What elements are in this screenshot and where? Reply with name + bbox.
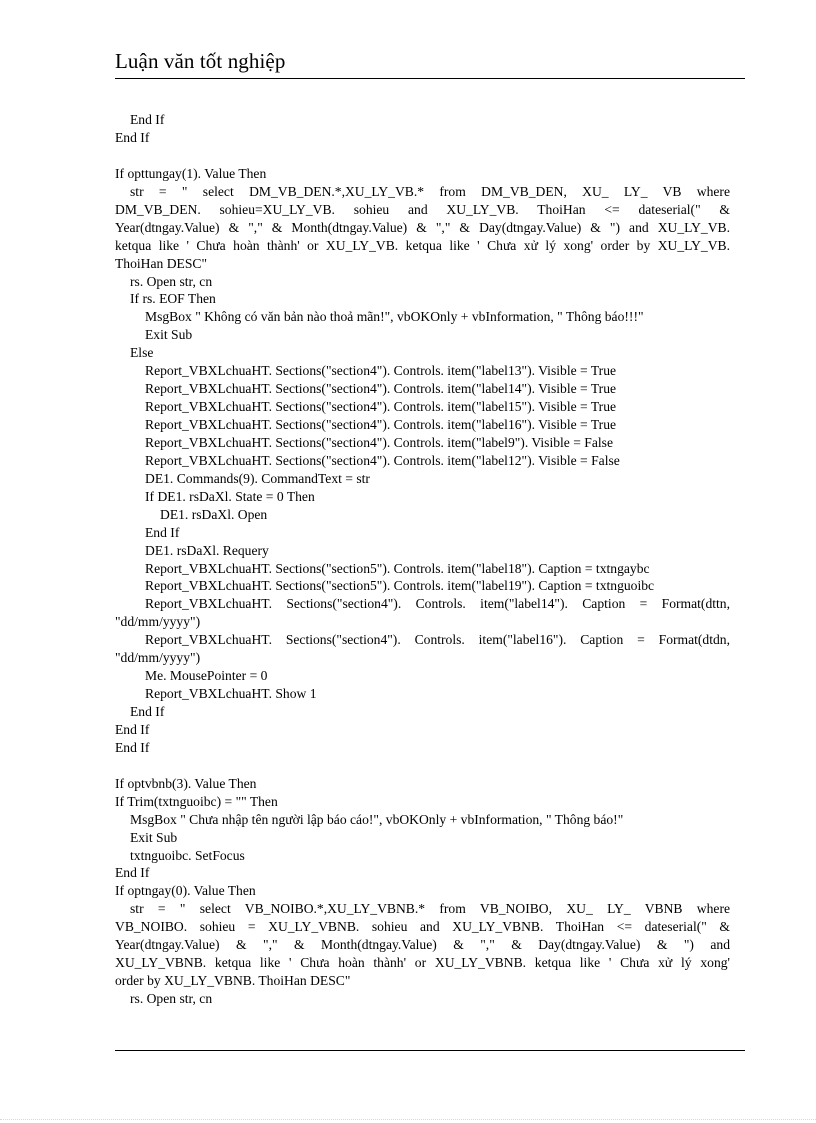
code-line: rs. Open str, cn [130, 991, 213, 1007]
code-line: Report_VBXLchuaHT. Sections("section4"). Controls. item("label15"). Visible = True [145, 399, 617, 415]
code-line: Year(dtngay.Value) & "," & Month(dtngay.Value) & "," & Day(dtngay.Value) & ") and XU_LY_VB. [115, 219, 730, 235]
code-line: DE1. rsDaXl. Requery [145, 542, 269, 558]
code-line: MsgBox " Chưa nhập tên người lập báo cáo!", vbOKOnly + vbInformation, " Thông báo!" [130, 811, 624, 827]
code-line: "dd/mm/yyyy") [115, 650, 201, 666]
blank-line [115, 147, 730, 165]
code-line: End If [130, 112, 165, 127]
code-line: Report_VBXLchuaHT. Sections("section4"). Controls. item("label14"). Visible = True [145, 381, 617, 397]
code-line: txtnguoibc. SetFocus [130, 847, 245, 863]
code-line: Report_VBXLchuaHT. Sections("section4"). Controls. item("label14"). Caption = Format(dttn, [145, 596, 730, 612]
code-line: End If [115, 865, 150, 881]
code-line: If optvbnb(3). Value Then [115, 775, 257, 791]
code-line: str = " select DM_VB_DEN.*,XU_LY_VB.* from DM_VB_DEN, XU_ LY_ VB where [130, 183, 730, 199]
code-line: Else [130, 345, 154, 361]
code-line: Year(dtngay.Value) & "," & Month(dtngay.Value) & "," & Day(dtngay.Value) & ") and [115, 937, 730, 953]
code-line: End If [130, 704, 165, 720]
code-line: str = " select VB_NOIBO.*,XU_LY_VBNB.* from VB_NOIBO, XU_ LY_ VBNB where [130, 901, 730, 917]
code-line: End If [145, 524, 180, 540]
code-line: Report_VBXLchuaHT. Sections("section4"). Controls. item("label12"). Visible = False [145, 452, 620, 468]
page-header-title: Luận văn tốt nghiệp [115, 49, 286, 73]
code-line: rs. Open str, cn [130, 273, 213, 289]
code-line: If optngay(0). Value Then [115, 883, 256, 899]
code-line: End If [115, 739, 150, 755]
code-line: ketqua like ' Chưa hoàn thành' or XU_LY_VB. ketqua like ' Chưa xử lý xong' order by XU_LY_VB. [115, 237, 730, 253]
code-line: Report_VBXLchuaHT. Sections("section5"). Controls. item("label19"). Caption = txtnguoibc [145, 578, 655, 594]
code-line: Me. MousePointer = 0 [145, 668, 268, 684]
code-line: If DE1. rsDaXl. State = 0 Then [145, 488, 315, 504]
code-line: If opttungay(1). Value Then [115, 165, 267, 181]
code-line: Report_VBXLchuaHT. Sections("section4"). Controls. item("label9"). Visible = False [145, 434, 613, 450]
code-line: Report_VBXLchuaHT. Sections("section4"). Controls. item("label16"). Visible = True [145, 417, 617, 432]
code-line: Exit Sub [130, 829, 178, 845]
code-line: End If [115, 129, 150, 145]
code-line: End If [115, 721, 150, 737]
footer-divider [115, 1050, 745, 1051]
page-edge [0, 1119, 816, 1120]
code-line: If rs. EOF Then [130, 291, 216, 307]
blank-line [115, 757, 730, 775]
header-divider [115, 78, 745, 79]
code-line: MsgBox " Không có văn bản nào thoả mãn!", vbOKOnly + vbInformation, " Thông báo!!!" [145, 309, 644, 325]
code-line: Report_VBXLchuaHT. Sections("section4"). Controls. item("label13"). Visible = True [145, 363, 617, 379]
code-line: Report_VBXLchuaHT. Sections("section5"). Controls. item("label18"). Caption = txtngaybc [145, 560, 650, 576]
code-line: DE1. Commands(9). CommandText = str [145, 470, 370, 486]
code-line: VB_NOIBO. sohieu = XU_LY_VBNB. sohieu and XU_LY_VBNB. ThoiHan <= dateserial(" & [115, 919, 730, 935]
code-line: "dd/mm/yyyy") [115, 614, 201, 630]
code-line: If Trim(txtnguoibc) = "" Then [115, 793, 278, 809]
code-line: Report_VBXLchuaHT. Show 1 [145, 686, 317, 702]
code-line: XU_LY_VBNB. ketqua like ' Chưa hoàn thành' or XU_LY_VBNB. ketqua like ' Chưa xử lý xong' [115, 955, 730, 971]
code-line: DE1. rsDaXl. Open [160, 506, 268, 522]
code-line: DM_VB_DEN. sohieu=XU_LY_VB. sohieu and XU_LY_VB. ThoiHan <= dateserial(" & [115, 201, 730, 217]
code-line: ThoiHan DESC" [115, 255, 208, 271]
code-listing [115, 111, 730, 1008]
code-line: order by XU_LY_VBNB. ThoiHan DESC" [115, 973, 351, 989]
code-line: Exit Sub [145, 327, 193, 343]
code-line: Report_VBXLchuaHT. Sections("section4"). Controls. item("label16"). Caption = Format(dtdn, [145, 632, 730, 648]
